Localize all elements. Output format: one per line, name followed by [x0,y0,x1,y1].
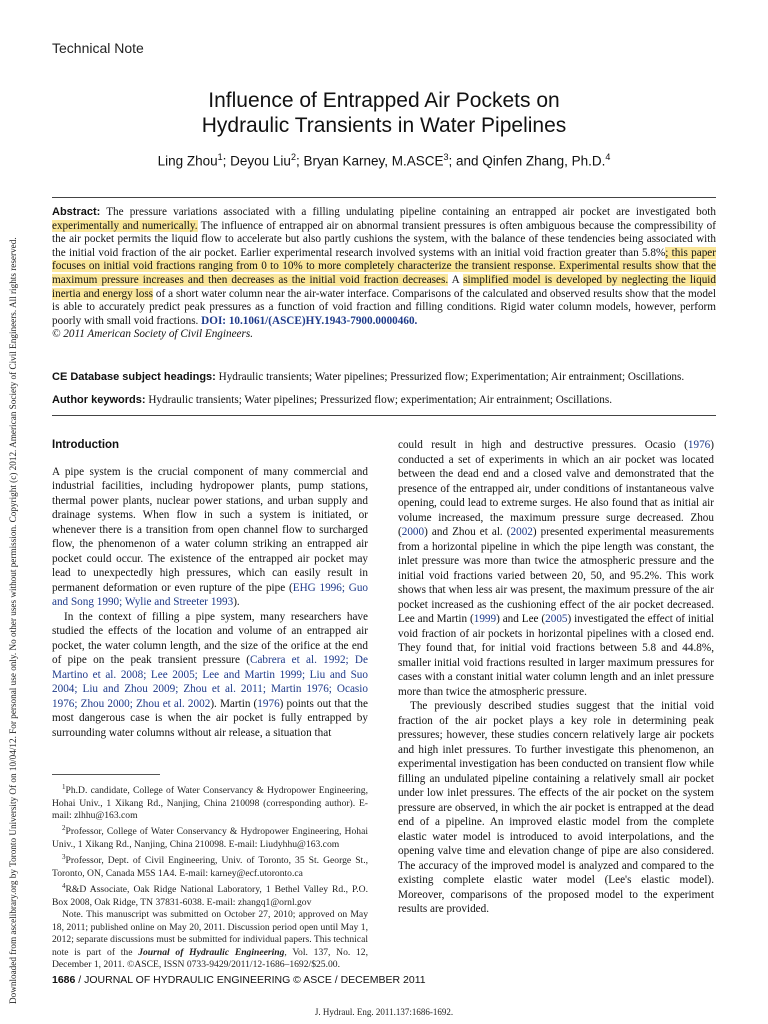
abstract-label: Abstract: [52,206,101,218]
footnote-3-text: Professor, Dept. of Civil Engineering, Univ. of Toronto, 35 St. George St., Toronto, ON, Canada M5S 1A4. E-mail: karney@ecf.utoronto.ca [52,855,368,879]
ce-headings-text: Hydraulic transients; Water pipelines; Pressurized flow; Experimentation; Air entrainment; Oscillations. [215,371,685,383]
manuscript-note-text-b: , Vol. 137, No. 12, December 1, 2011. ©ASCE, ISSN 0733-9429/2011/12-1686–1692/$25.00. [52,946,369,971]
section-label: Technical Note [52,40,144,56]
footnote-3-mark: 3 [62,853,66,862]
right-p1-text-c: ) and Zhou et al. ( [424,526,511,538]
page-footer [52,974,426,986]
ce-headings-label: CE Database subject headings: [52,371,216,383]
intro-paragraph-1 [52,465,368,610]
author-1-affil: 1 [217,152,223,162]
author-3-affil: 3 [443,152,449,162]
intro-p1-text: A pipe system is the crucial component of many commercial and industrial facilities, including hydropower plants, pump stations, thermal power plants, nuclear power stations, and urban supply and drainage systems. When flow in such a system is initiated, or whenever there is a transition from open channel flow to surcharged flow, the phenomenon of a water column striking an entrapped air pocket could occur. The existence of the entrapped air pocket may lead to unexpectedly high pressures, which can easily result in permanent deformation or even rupture of the pipe ( [52,465,368,594]
introduction-heading: Introduction [52,439,120,451]
citation-ocasio[interactable]: 1976 [687,439,711,451]
author-list [100,152,668,169]
footnote-1-mark: 1 [62,783,66,791]
footnote-2-mark: 2 [62,824,66,833]
right-p1-text-f: ) investigated the effect of initial void fraction of air pockets in horizontal pipelines with a closed end. They found that, for initial void fractions between 5.8 and 44.8%, smaller initial void fractions resulted in larger maximum pressures for cases with a constant initial water column length and an inlet pressure more than twice the atmospheric pressure. [398,613,715,698]
footnote-4 [52,880,368,909]
paper-title [100,88,668,138]
abstract-text-2: The influence of entrapped air on abnormal transient pressures is often ambiguous because the compressibility of the air pocket permits the liquid flow to accelerate but also partly cushions the system, with the balance of these tendencies being associated with the initial void fraction of the air pocket. Earlier experimental research involved systems with an initial void fraction greater than 5.8% [52,219,716,259]
footnote-1-text: Ph.D. candidate, College of Water Conservancy & Hydropower Engineering, Hohai Univ., 1 Xikang Rd., Nanjing, China 210098 (corresponding author). E-mail: zlhhu@163.com [52,785,368,821]
page-number: 1686 [52,974,76,986]
title-line-1: Influence of Entrapped Air Pockets on [208,89,560,112]
footnote-2 [52,822,368,851]
intro-p2-text-a: In the context of filling a pipe system, many researchers have studied the effects of the location and volume of an entrapped air pocket, the water column length, and the size of the orifice at the end of pipe on the peak transient pressure ( [52,610,368,666]
bottom-citation: J. Hydraul. Eng. 2011.137:1686-1692. [314,1007,454,1017]
manuscript-note-text-a: Note. This manuscript was submitted on October 27, 2010; approved on May 18, 2011; published online on May 20, 2011. Discussion period open until May 1, 2012; separate discussions must be submitted for individual papers. This technical note is part of the [52,909,368,958]
download-notice: Downloaded from ascelibrary.org by Toronto University Of on 10/04/12. For personal use only. No other uses without permission. Copyright (c) 2012. American Society of Civil Engineers. All rights reserved. [8,237,18,1004]
citation-lee-martin[interactable]: 1999 [473,613,497,625]
author-keywords-label: Author keywords: [52,394,146,406]
footnote-2-text: Professor, College of Water Conservancy & Hydropower Engineering, Hohai Univ., 1 Xikang Rd., Nanjing, China 210098. E-mail: Liudyhhu@163.com [52,826,368,850]
abstract-text-4: of a short water column near the air-water interface. Comparisons of the calculated and observed results show that the model is able to accurately predict peak pressures as a function of void fraction and filling conditions. Rigid water column models, however, perform poorly with small void fractions. [52,287,716,327]
citation-zhou-2002[interactable]: 2002 [510,526,533,538]
right-p1-text-b: ) conducted a set of experiments in which an air pocket was located between the dead end and a closed valve and demonstrated that the presence of the entrapped air, under conditions of instantaneous valve opening, could lead to extreme surges. He also found that as initial air volume increased, the maximum pressure surge decreased. Zhou ( [398,439,714,538]
right-p1-text-e: ) and Lee ( [496,613,546,625]
intro-p1-end: ). [233,596,240,608]
author-keywords-text: Hydraulic transients; Water pipelines; Pressurized flow; experimentation; Air entrainment; Oscillations. [145,394,612,406]
footnotes [52,781,368,971]
journal-footer: / JOURNAL OF HYDRAULIC ENGINEERING © ASCE / DECEMBER 2011 [75,974,426,986]
citation-zhou-2000[interactable]: 2000 [401,526,425,538]
title-line-2: Hydraulic Transients in Water Pipelines [201,114,567,137]
abstract-text-3: A [448,273,464,286]
author-2-affil: 2 [290,152,296,162]
citation-lee-2005[interactable]: 2005 [545,613,568,625]
abstract-highlight-1: experimentally and numerically. [52,219,198,232]
ce-subject-headings [52,371,716,385]
left-column [52,438,368,740]
abstract-highlight-3: simplified model is developed by neglecting the liquid inertia and energy loss [52,273,717,300]
right-p1-text-a: could result in high and destructive pressures. Ocasio ( [398,439,688,451]
abstract-highlight-2: ; this paper focuses on initial void fractions ranging from 0 to 10% to more completely characterize the transient response. Experimental results show that the maximum pressure increases and then decreases as the initial void fraction decreases. [52,246,716,286]
footnote-3 [52,851,368,880]
author-4-affil: 4 [605,152,611,162]
footnote-1 [52,781,368,822]
right-paragraph-2: The previously described studies suggest that the initial void fraction of the air pocket plays a key role in determining peak pressures; however, these studies concern relatively large air pockets and high inlet pressures. To further investigate this phenomenon, an experimental investigation has been conducted on transient flow while filling an undulated pipeline containing a relatively small air pocket under low inlet pressures. The effects of the air pocket on the system pressure are observed, in which the air pocket is entrapped at the dead end of a pipeline. An improved elastic model from the complete elastic water model is introduced to avoid interpolations, and the opening valve time and elevation change of pipe are also considered. The accuracy of the improved model is analyzed and compared to the existing complete elastic water model (Lee's elastic model). Moreover, comparisons of the proposed model to the experiment results are provided. [398,700,714,915]
intro-paragraph-2 [52,610,368,741]
author-2: ; Deyou Liu [222,153,291,169]
author-1: Ling Zhou [157,153,218,169]
abstract-text-1: The pressure variations associated with a filling undulating pipeline containing an entrapped air pocket are investigated both [100,206,716,218]
abstract-copyright: © 2011 American Society of Civil Engineers. [52,328,254,341]
right-column [398,438,714,917]
doi-link[interactable]: DOI: 10.1061/(ASCE)HY.1943-7900.0000460. [201,314,418,327]
footnote-4-mark: 4 [62,882,66,891]
manuscript-note [52,909,368,971]
journal-name: Journal of Hydraulic Engineering [138,946,285,958]
intro-p2-citations[interactable]: Cabrera et al. 1992; De Martino et al. 2008; Lee 2005; Lee and Martin 1999; Liu and Suo 2004; Liu and Zhou 2009; Zhou et al. 2011; Martin 1976; Ocasio 1976; Zhou 2000; Zhou et al. 2002 [52,654,368,710]
footnote-rule [52,774,160,775]
intro-p2-text-c: ) points out that the most dangerous case is when the air pocket is fully entrapped by surrounding water columns without air release, a situation that [52,697,368,739]
right-p1-text-d: ) presented experimental measurements from a horizontal pipeline in which the pipe length was constant, the inlet pressure was more than twice the atmospheric pressure and the initial void fractions varied between 20, 50, and 95.2%. This work shows that when less air was present, the maximum pressure of the air pocket increased as the cushioning effect of the air pocket decreased. Lee and Martin ( [398,526,714,625]
intro-p1-citations[interactable]: EHG 1996; Guo and Song 1990; Wylie and Streeter 1993 [52,581,369,608]
abstract [52,206,716,342]
author-keywords [52,394,716,408]
abstract-bottom-rule [52,415,716,416]
intro-p2-text-b: ). Martin ( [210,697,258,710]
abstract-top-rule [52,197,716,198]
right-paragraph-1 [398,438,714,699]
intro-p2-citation-martin[interactable]: 1976 [257,697,280,710]
author-3: ; Bryan Karney, M.ASCE [295,153,444,169]
footnote-4-text: R&D Associate, Oak Ridge National Laboratory, 1 Bethel Valley Rd., P.O. Box 2008, Oak Ridge, TN 37831-6038. E-mail: zhangq1@ornl.gov [52,884,368,908]
author-4: ; and Qinfen Zhang, Ph.D. [448,153,606,169]
